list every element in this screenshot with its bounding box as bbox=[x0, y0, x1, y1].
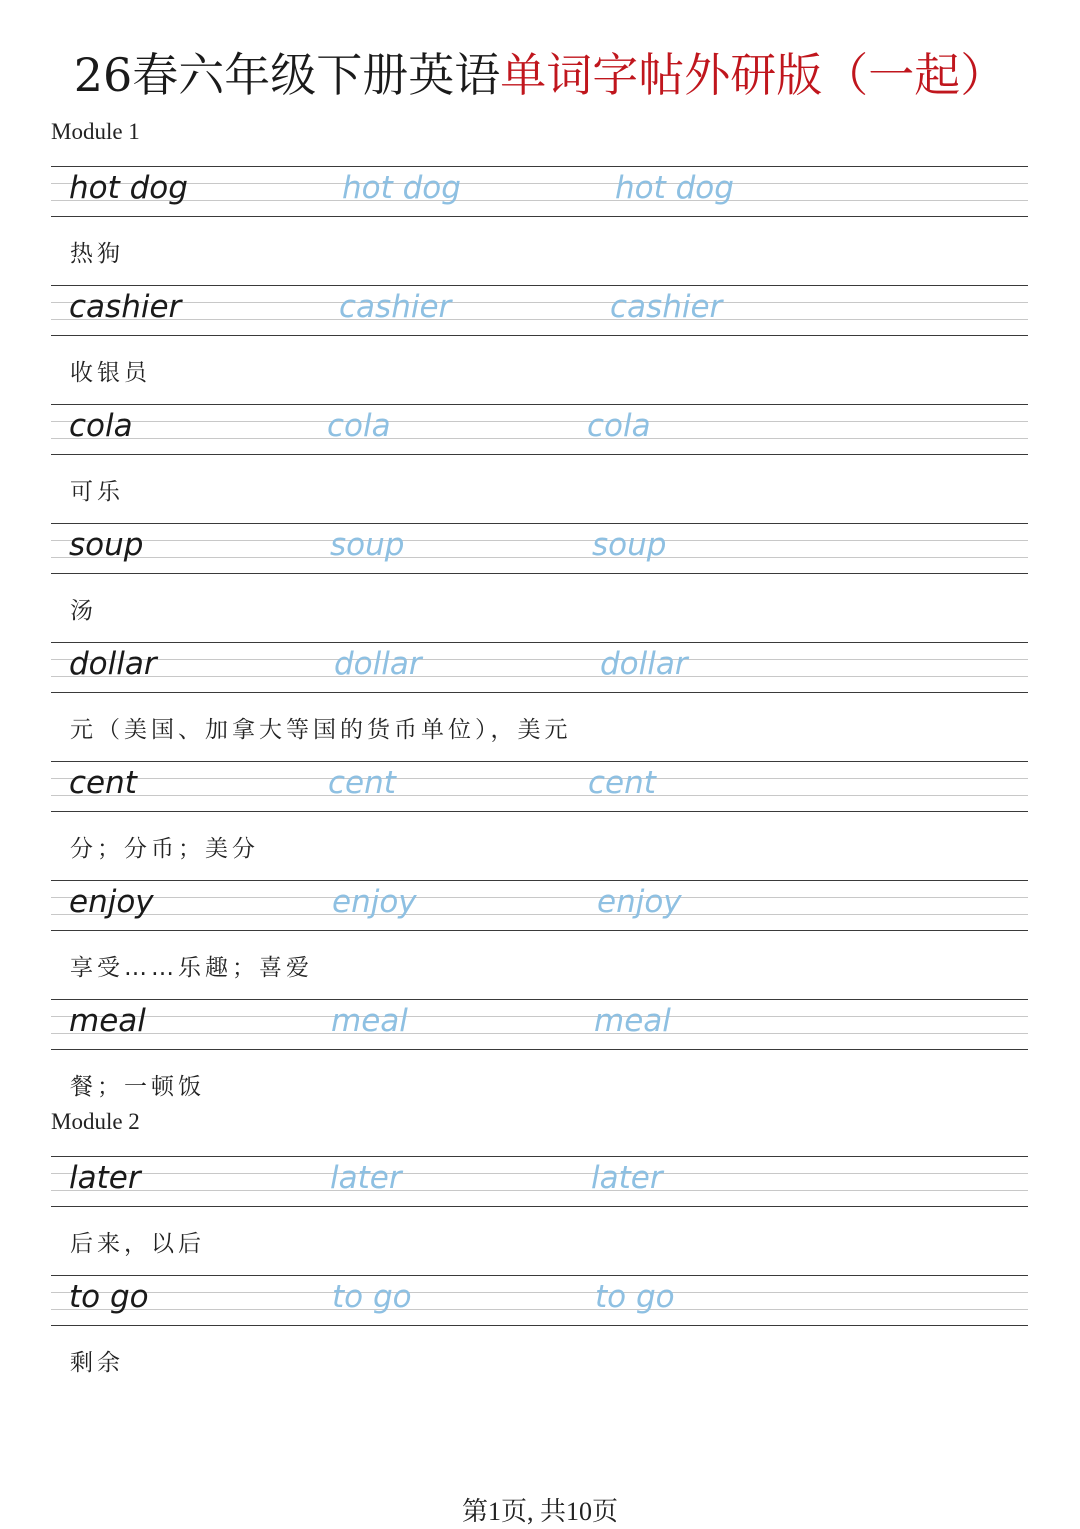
guide-line bbox=[51, 540, 1028, 541]
word-meaning: 汤 bbox=[70, 598, 97, 624]
guide-line bbox=[51, 1033, 1028, 1034]
writing-lines bbox=[51, 1275, 1028, 1327]
guide-line bbox=[51, 454, 1028, 455]
writing-lines bbox=[51, 404, 1028, 456]
guide-line bbox=[51, 811, 1028, 812]
trace-word: cent bbox=[328, 765, 396, 801]
model-word: enjoy bbox=[69, 884, 154, 920]
trace-word: later bbox=[330, 1160, 402, 1196]
guide-line bbox=[51, 335, 1028, 336]
word-meaning: 可乐 bbox=[70, 479, 124, 505]
word-meaning: 收银员 bbox=[70, 360, 151, 386]
trace-word: dollar bbox=[600, 646, 688, 682]
trace-word: cola bbox=[327, 408, 391, 444]
guide-line bbox=[51, 1190, 1028, 1191]
guide-line bbox=[51, 421, 1028, 422]
trace-word: cashier bbox=[610, 289, 723, 325]
guide-line bbox=[51, 216, 1028, 217]
model-word: cent bbox=[69, 765, 137, 801]
guide-line bbox=[51, 557, 1028, 558]
trace-word: hot dog bbox=[615, 170, 734, 206]
guide-line bbox=[51, 676, 1028, 677]
trace-word: cent bbox=[588, 765, 656, 801]
trace-word: enjoy bbox=[597, 884, 682, 920]
guide-line bbox=[51, 573, 1028, 574]
trace-word: later bbox=[591, 1160, 663, 1196]
guide-line bbox=[51, 1049, 1028, 1050]
trace-word: meal bbox=[594, 1003, 671, 1039]
guide-line bbox=[51, 302, 1028, 303]
guide-line bbox=[51, 1275, 1028, 1276]
guide-line bbox=[51, 642, 1028, 643]
trace-word: to go bbox=[332, 1279, 412, 1315]
guide-line bbox=[51, 1016, 1028, 1017]
guide-line bbox=[51, 200, 1028, 201]
writing-lines bbox=[51, 166, 1028, 218]
guide-line bbox=[51, 999, 1028, 1000]
word-meaning: 享受……乐趣；喜爱 bbox=[70, 955, 313, 981]
writing-lines bbox=[51, 761, 1028, 813]
guide-line bbox=[51, 880, 1028, 881]
model-word: meal bbox=[69, 1003, 146, 1039]
trace-word: soup bbox=[330, 527, 405, 563]
word-meaning: 元（美国、加拿大等国的货币单位），美元 bbox=[70, 717, 572, 743]
guide-line bbox=[51, 1325, 1028, 1326]
model-word: later bbox=[69, 1160, 141, 1196]
page-number: 第1页, 共10页 bbox=[461, 1497, 618, 1526]
word-meaning: 热狗 bbox=[70, 241, 124, 267]
guide-line bbox=[51, 778, 1028, 779]
guide-line bbox=[51, 795, 1028, 796]
guide-line bbox=[51, 1173, 1028, 1174]
word-meaning: 剩余 bbox=[70, 1350, 124, 1376]
trace-word: cola bbox=[587, 408, 651, 444]
title-main: 26春六年级下册英语 bbox=[73, 48, 501, 102]
trace-word: meal bbox=[331, 1003, 408, 1039]
writing-lines bbox=[51, 880, 1028, 932]
writing-lines bbox=[51, 1156, 1028, 1208]
guide-line bbox=[51, 659, 1028, 660]
model-word: dollar bbox=[69, 646, 157, 682]
guide-line bbox=[51, 319, 1028, 320]
guide-line bbox=[51, 930, 1028, 931]
guide-line bbox=[51, 523, 1028, 524]
guide-line bbox=[51, 692, 1028, 693]
guide-line bbox=[51, 761, 1028, 762]
writing-lines bbox=[51, 999, 1028, 1051]
trace-word: hot dog bbox=[342, 170, 461, 206]
trace-word: cashier bbox=[339, 289, 452, 325]
model-word: cashier bbox=[69, 289, 182, 325]
guide-line bbox=[51, 897, 1028, 898]
model-word: cola bbox=[69, 408, 133, 444]
guide-line bbox=[51, 166, 1028, 167]
guide-line bbox=[51, 1309, 1028, 1310]
trace-word: enjoy bbox=[332, 884, 417, 920]
word-meaning: 后来，以后 bbox=[70, 1231, 205, 1257]
word-meaning: 餐；一顿饭 bbox=[70, 1074, 205, 1100]
trace-word: soup bbox=[592, 527, 667, 563]
writing-lines bbox=[51, 642, 1028, 694]
guide-line bbox=[51, 1156, 1028, 1157]
trace-word: dollar bbox=[334, 646, 422, 682]
guide-line bbox=[51, 404, 1028, 405]
module-heading: Module 1 bbox=[51, 119, 140, 144]
guide-line bbox=[51, 1206, 1028, 1207]
model-word: soup bbox=[69, 527, 144, 563]
guide-line bbox=[51, 285, 1028, 286]
writing-lines bbox=[51, 523, 1028, 575]
model-word: to go bbox=[69, 1279, 149, 1315]
module-heading: Module 2 bbox=[51, 1109, 140, 1134]
page-title bbox=[0, 42, 1080, 108]
guide-line bbox=[51, 914, 1028, 915]
trace-word: to go bbox=[595, 1279, 675, 1315]
guide-line bbox=[51, 438, 1028, 439]
word-meaning: 分；分币；美分 bbox=[70, 836, 259, 862]
guide-line bbox=[51, 1292, 1028, 1293]
guide-line bbox=[51, 183, 1028, 184]
writing-lines bbox=[51, 285, 1028, 337]
model-word: hot dog bbox=[69, 170, 188, 206]
title-highlight: 单词字帖外研版（一起） bbox=[500, 48, 1007, 102]
